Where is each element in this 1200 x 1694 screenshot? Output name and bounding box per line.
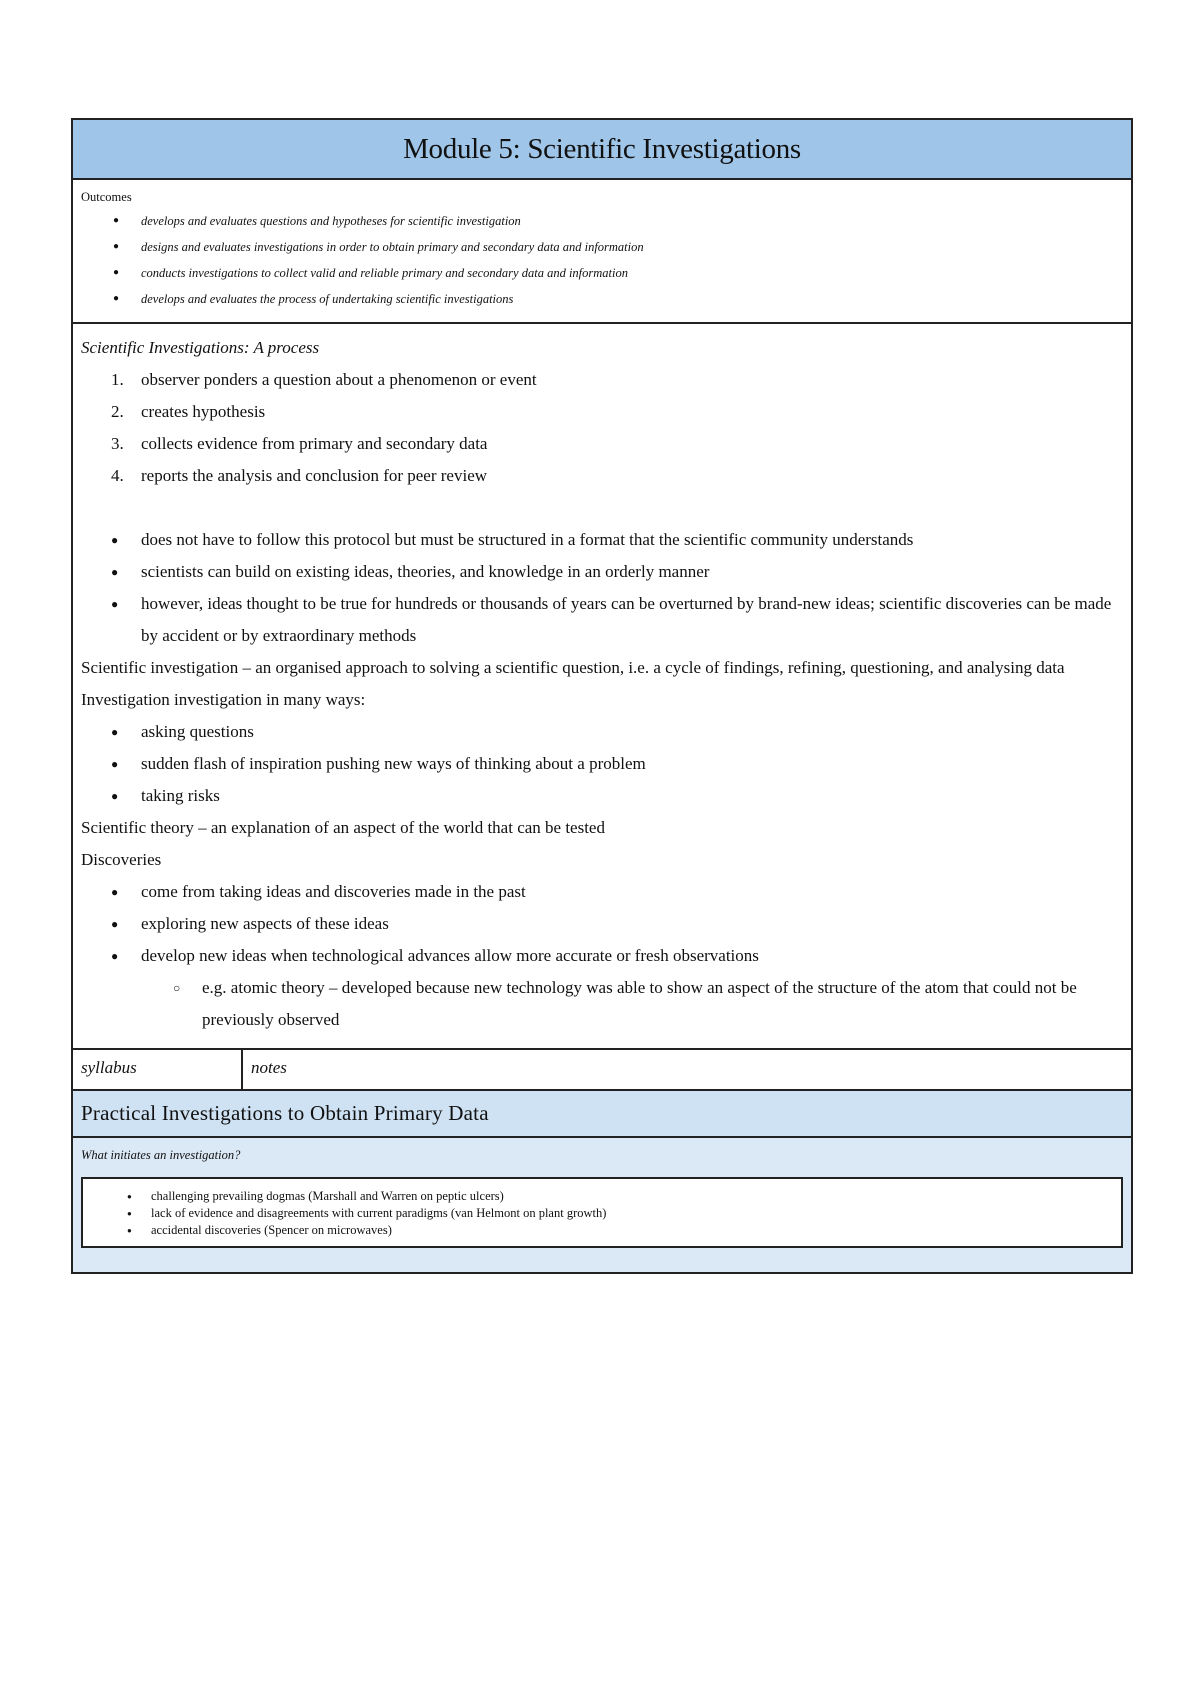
definition-text: Scientific investigation – an organised approach to solving a scientific question, i.e. a cycle of findings, refining, questioning, and analysing data <box>81 658 1065 677</box>
initiate-item: ● accidental discoveries (Spencer on microwaves) <box>91 1222 1113 1239</box>
discovery-item: ● exploring new aspects of these ideas <box>81 908 1123 940</box>
step-text: reports the analysis and conclusion for peer review <box>141 466 488 485</box>
process-step <box>81 364 1123 396</box>
process-steps <box>81 364 1123 492</box>
discovery-subitem: ○ e.g. atomic theory – developed because new technology was able to show an aspect of the structure of the atom that could not be previously observed <box>141 972 1123 1036</box>
step-number: 1. <box>111 370 124 389</box>
initiates-box <box>81 1177 1123 1248</box>
discovery-item: ● come from taking ideas and discoveries made in the past <box>81 876 1123 908</box>
process-note: ● does not have to follow this protocol but must be structured in a format that the scientific community understands <box>81 524 1123 556</box>
way-item: ● sudden flash of inspiration pushing new ways of thinking about a problem <box>81 748 1123 780</box>
outcome-item: ● develops and evaluates questions and hypotheses for scientific investigation <box>141 208 1123 234</box>
notes-header: notes <box>251 1058 287 1077</box>
table-header-row <box>73 1050 1131 1091</box>
process-section <box>73 324 1131 1050</box>
ways-heading: Investigation investigation in many ways: <box>81 690 366 709</box>
process-step <box>81 460 1123 492</box>
step-number: 4. <box>111 466 124 485</box>
step-text: observer ponders a question about a phenomenon or event <box>141 370 537 389</box>
initiate-item: ● challenging prevailing dogmas (Marshall and Warren on peptic ulcers) <box>91 1188 1113 1205</box>
practical-heading: Practical Investigations to Obtain Primary Data <box>73 1091 1131 1138</box>
discoveries-sublist <box>81 972 1123 1036</box>
outcomes-heading: Outcomes <box>81 190 132 204</box>
process-note: ● however, ideas thought to be true for hundreds or thousands of years can be overturned by brand-new ideas; scientific discoveries can be made by accident or by extraordinary methods <box>81 588 1123 652</box>
discovery-item: ● develop new ideas when technological advances allow more accurate or fresh observations <box>81 940 1123 972</box>
spacer <box>81 492 1123 524</box>
process-subheading: Scientific Investigations: A process <box>81 338 320 357</box>
process-step <box>81 428 1123 460</box>
module-title: Module 5: Scientific Investigations <box>73 120 1131 180</box>
module-table <box>71 118 1133 1274</box>
process-notes-list <box>81 524 1123 652</box>
initiates-question: What initiates an investigation? <box>81 1148 241 1162</box>
step-text: creates hypothesis <box>141 402 266 421</box>
outcomes-section <box>73 180 1131 324</box>
outcome-item: ● designs and evaluates investigations in order to obtain primary and secondary data and information <box>141 234 1123 260</box>
initiates-list <box>91 1188 1113 1239</box>
step-text: collects evidence from primary and secondary data <box>141 434 488 453</box>
outcome-item: ● develops and evaluates the process of undertaking scientific investigations <box>141 286 1123 312</box>
ways-list <box>81 716 1123 812</box>
step-number: 2. <box>111 402 124 421</box>
discoveries-heading: Discoveries <box>81 850 162 869</box>
initiate-item: ● lack of evidence and disagreements with current paradigms (van Helmont on plant growth) <box>91 1205 1113 1222</box>
way-item: ● taking risks <box>81 780 1123 812</box>
theory-text: Scientific theory – an explanation of an aspect of the world that can be tested <box>81 818 605 837</box>
step-number: 3. <box>111 434 124 453</box>
way-item: ● asking questions <box>81 716 1123 748</box>
outcomes-list <box>81 208 1123 312</box>
process-step <box>81 396 1123 428</box>
outcome-item: ● conducts investigations to collect valid and reliable primary and secondary data and information <box>141 260 1123 286</box>
practical-body <box>73 1138 1131 1272</box>
syllabus-header: syllabus <box>73 1050 243 1089</box>
process-note: ● scientists can build on existing ideas, theories, and knowledge in an orderly manner <box>81 556 1123 588</box>
discoveries-list <box>81 876 1123 972</box>
